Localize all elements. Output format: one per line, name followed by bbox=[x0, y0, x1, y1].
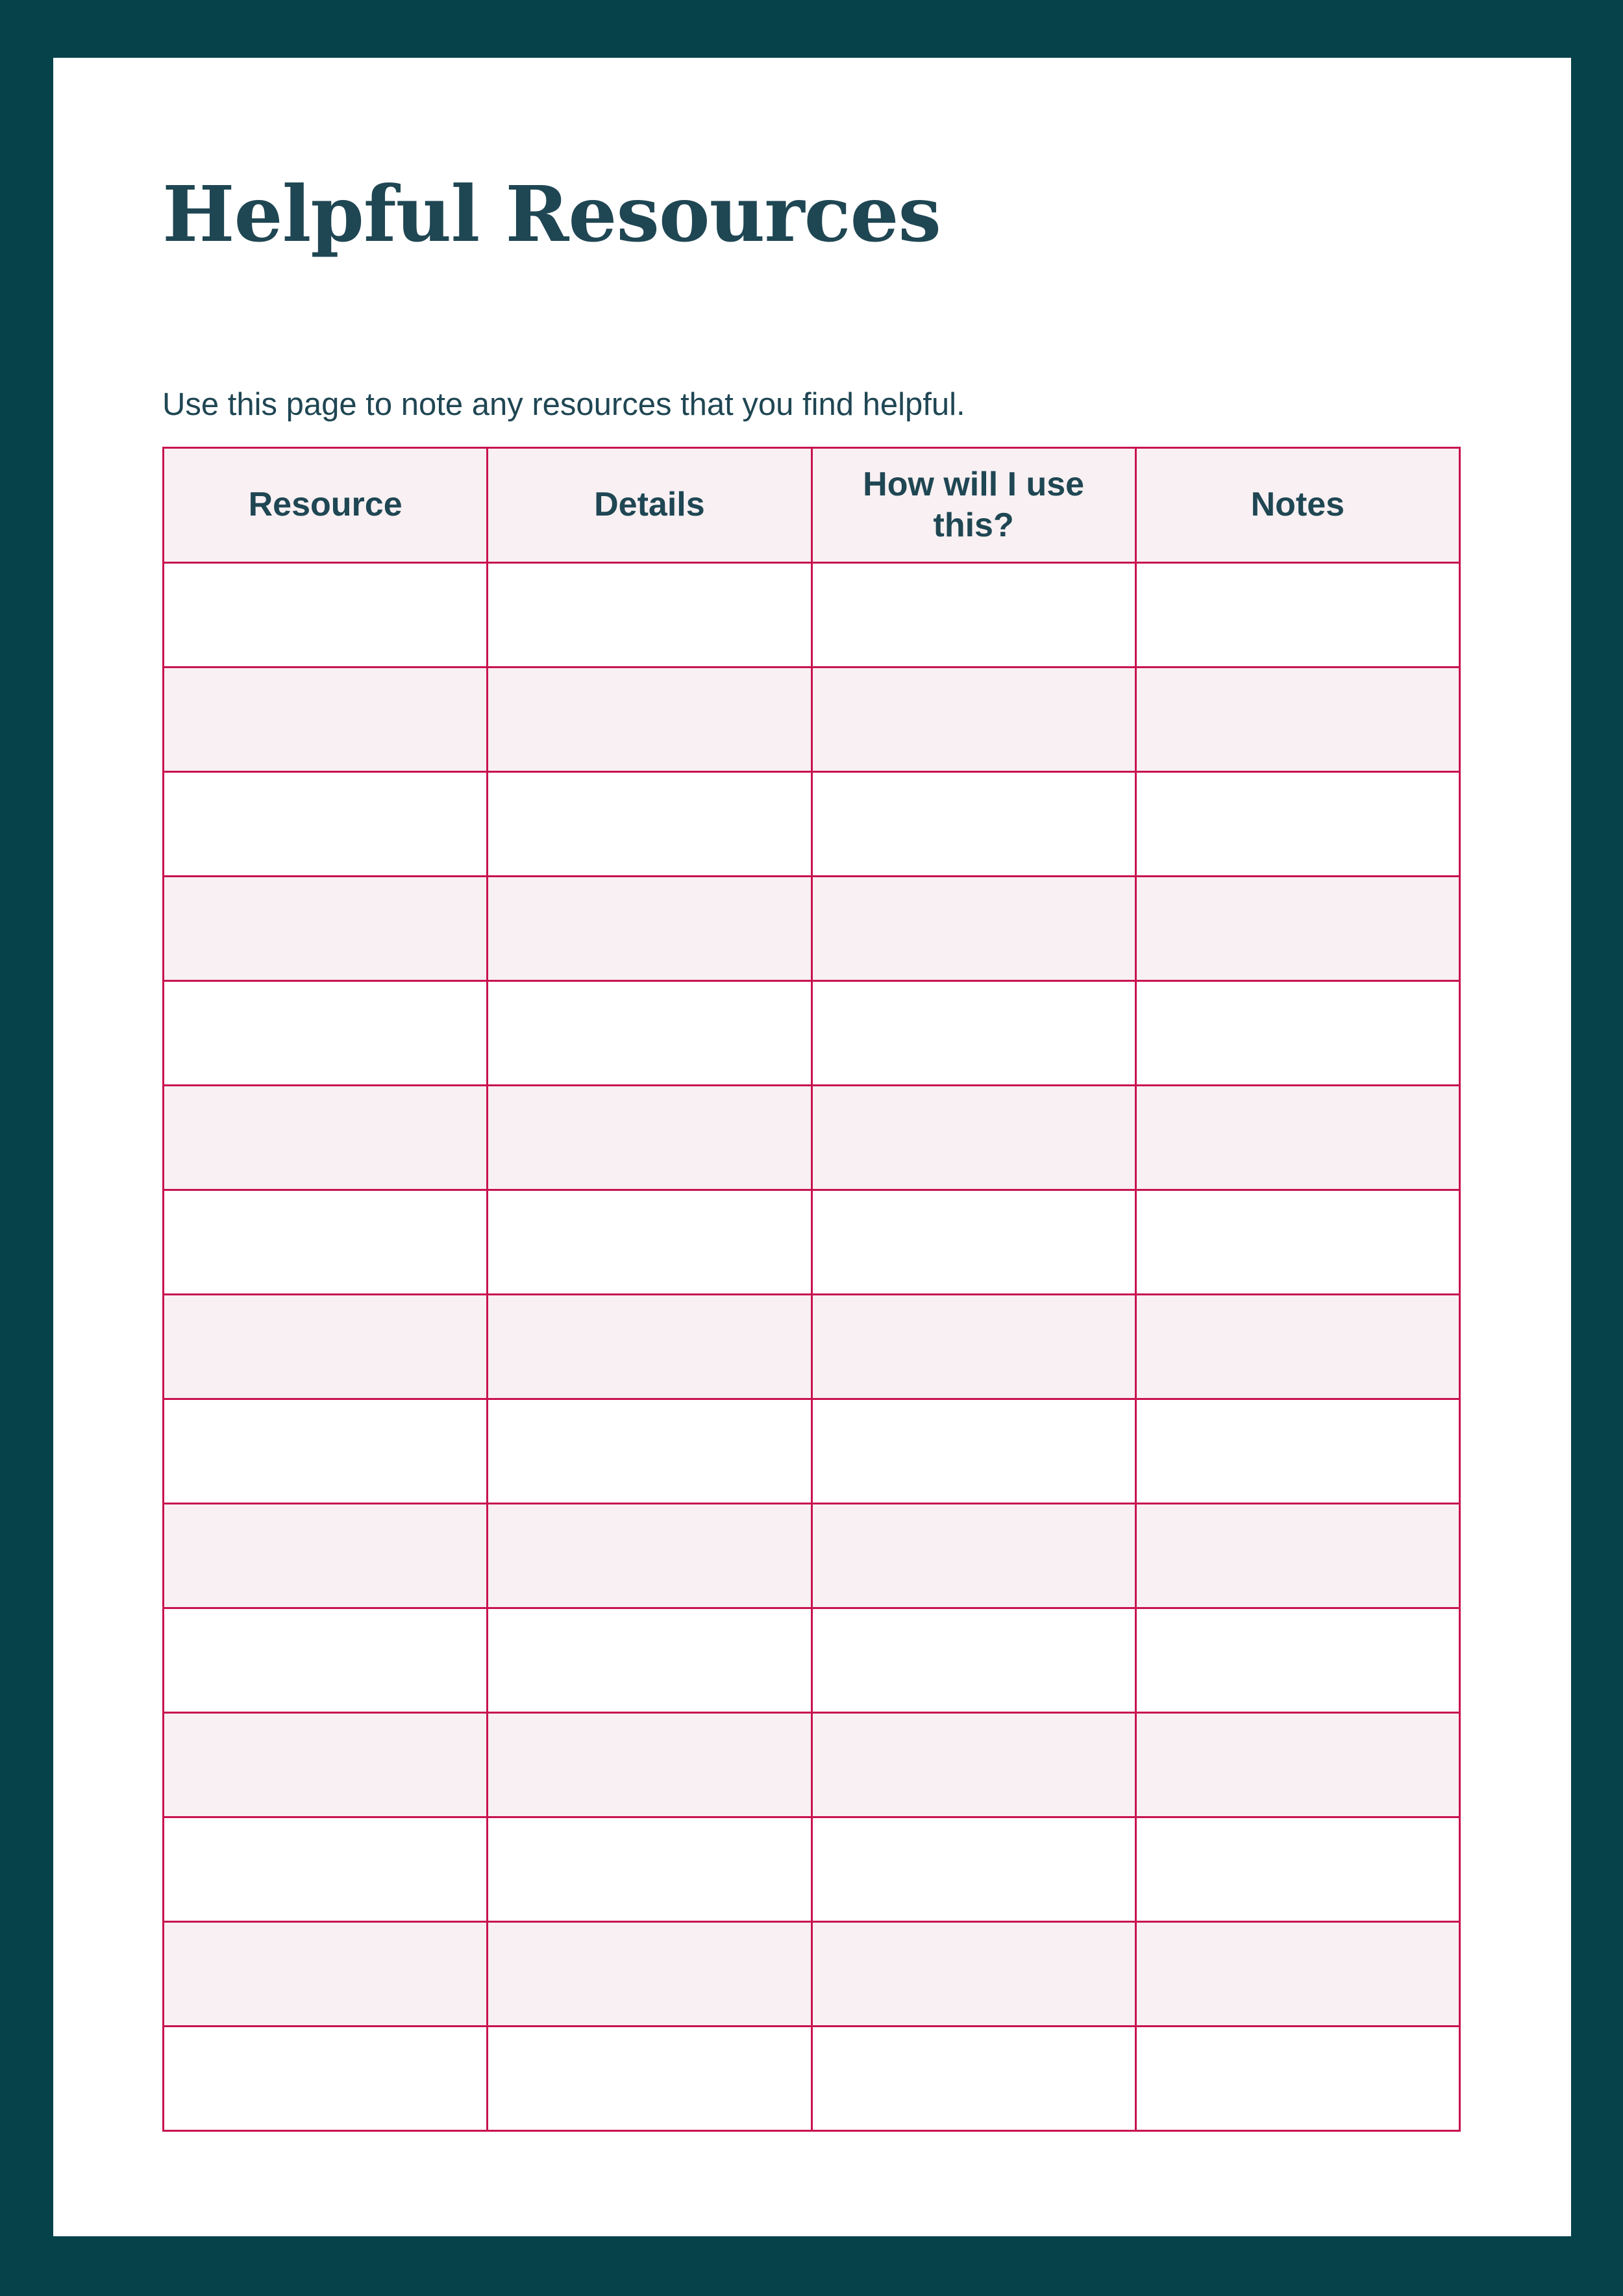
table-cell-how-will-i-use[interactable] bbox=[812, 1504, 1135, 1608]
table-row bbox=[164, 1399, 1460, 1504]
table-cell-resource[interactable] bbox=[164, 1922, 488, 2027]
table-cell-notes[interactable] bbox=[1135, 1713, 1459, 1817]
table-cell-how-will-i-use[interactable] bbox=[812, 1086, 1135, 1190]
table-cell-resource[interactable] bbox=[164, 1608, 488, 1713]
table-row bbox=[164, 563, 1460, 668]
table-row bbox=[164, 668, 1460, 772]
table-row bbox=[164, 1608, 1460, 1713]
table-cell-details[interactable] bbox=[488, 981, 812, 1086]
column-header-how-will-i-use: How will I use this? bbox=[812, 448, 1135, 563]
table-row bbox=[164, 1295, 1460, 1399]
table-cell-resource[interactable] bbox=[164, 1713, 488, 1817]
table-row bbox=[164, 1504, 1460, 1608]
worksheet-page bbox=[53, 58, 1571, 2236]
table-cell-details[interactable] bbox=[488, 1504, 812, 1608]
table-cell-notes[interactable] bbox=[1135, 668, 1459, 772]
table-row bbox=[164, 1713, 1460, 1817]
resources-table bbox=[162, 447, 1461, 2132]
table-header-row bbox=[164, 448, 1460, 563]
table-cell-notes[interactable] bbox=[1135, 1190, 1459, 1295]
table-cell-details[interactable] bbox=[488, 1608, 812, 1713]
table-cell-details[interactable] bbox=[488, 772, 812, 877]
table-row bbox=[164, 1922, 1460, 2027]
table-cell-resource[interactable] bbox=[164, 981, 488, 1086]
table-cell-notes[interactable] bbox=[1135, 1295, 1459, 1399]
table-cell-resource[interactable] bbox=[164, 1504, 488, 1608]
table-cell-details[interactable] bbox=[488, 1713, 812, 1817]
page-title: Helpful Resources bbox=[162, 169, 941, 259]
column-header-notes: Notes bbox=[1135, 448, 1459, 563]
table-cell-resource[interactable] bbox=[164, 563, 488, 668]
table-cell-how-will-i-use[interactable] bbox=[812, 1295, 1135, 1399]
table-row bbox=[164, 1190, 1460, 1295]
table-cell-notes[interactable] bbox=[1135, 1399, 1459, 1504]
column-header-resource: Resource bbox=[164, 448, 488, 563]
table-cell-how-will-i-use[interactable] bbox=[812, 1922, 1135, 2027]
table-row bbox=[164, 981, 1460, 1086]
table-cell-notes[interactable] bbox=[1135, 1504, 1459, 1608]
table-cell-details[interactable] bbox=[488, 563, 812, 668]
table-cell-resource[interactable] bbox=[164, 1817, 488, 1922]
table-cell-details[interactable] bbox=[488, 1086, 812, 1190]
table-cell-details[interactable] bbox=[488, 1190, 812, 1295]
table-cell-details[interactable] bbox=[488, 1817, 812, 1922]
table-cell-notes[interactable] bbox=[1135, 1608, 1459, 1713]
page-instructions: Use this page to note any resources that you find helpful. bbox=[162, 387, 965, 422]
table-row bbox=[164, 2027, 1460, 2131]
table-cell-details[interactable] bbox=[488, 877, 812, 981]
table-cell-details[interactable] bbox=[488, 1922, 812, 2027]
table-cell-how-will-i-use[interactable] bbox=[812, 877, 1135, 981]
table-cell-resource[interactable] bbox=[164, 877, 488, 981]
table-row bbox=[164, 1086, 1460, 1190]
table-cell-resource[interactable] bbox=[164, 1399, 488, 1504]
table-cell-how-will-i-use[interactable] bbox=[812, 772, 1135, 877]
table-cell-details[interactable] bbox=[488, 668, 812, 772]
table-cell-how-will-i-use[interactable] bbox=[812, 1817, 1135, 1922]
table-row bbox=[164, 877, 1460, 981]
table-row bbox=[164, 1817, 1460, 1922]
table-cell-resource[interactable] bbox=[164, 1190, 488, 1295]
table-cell-notes[interactable] bbox=[1135, 877, 1459, 981]
table-cell-notes[interactable] bbox=[1135, 981, 1459, 1086]
table-cell-resource[interactable] bbox=[164, 2027, 488, 2131]
table-cell-notes[interactable] bbox=[1135, 2027, 1459, 2131]
table-cell-notes[interactable] bbox=[1135, 1086, 1459, 1190]
table-row bbox=[164, 772, 1460, 877]
table-cell-how-will-i-use[interactable] bbox=[812, 1713, 1135, 1817]
table-cell-notes[interactable] bbox=[1135, 1922, 1459, 2027]
table-cell-resource[interactable] bbox=[164, 668, 488, 772]
table-body bbox=[164, 563, 1460, 2131]
table-cell-resource[interactable] bbox=[164, 1086, 488, 1190]
table-cell-notes[interactable] bbox=[1135, 563, 1459, 668]
table-cell-how-will-i-use[interactable] bbox=[812, 1608, 1135, 1713]
table-cell-notes[interactable] bbox=[1135, 772, 1459, 877]
table-cell-how-will-i-use[interactable] bbox=[812, 981, 1135, 1086]
table-cell-notes[interactable] bbox=[1135, 1817, 1459, 1922]
table-cell-how-will-i-use[interactable] bbox=[812, 2027, 1135, 2131]
table-cell-details[interactable] bbox=[488, 1295, 812, 1399]
table-cell-how-will-i-use[interactable] bbox=[812, 1190, 1135, 1295]
table-cell-how-will-i-use[interactable] bbox=[812, 563, 1135, 668]
table-cell-details[interactable] bbox=[488, 2027, 812, 2131]
table-cell-details[interactable] bbox=[488, 1399, 812, 1504]
table-cell-how-will-i-use[interactable] bbox=[812, 668, 1135, 772]
table-cell-how-will-i-use[interactable] bbox=[812, 1399, 1135, 1504]
column-header-details: Details bbox=[488, 448, 812, 563]
table-cell-resource[interactable] bbox=[164, 772, 488, 877]
table-cell-resource[interactable] bbox=[164, 1295, 488, 1399]
